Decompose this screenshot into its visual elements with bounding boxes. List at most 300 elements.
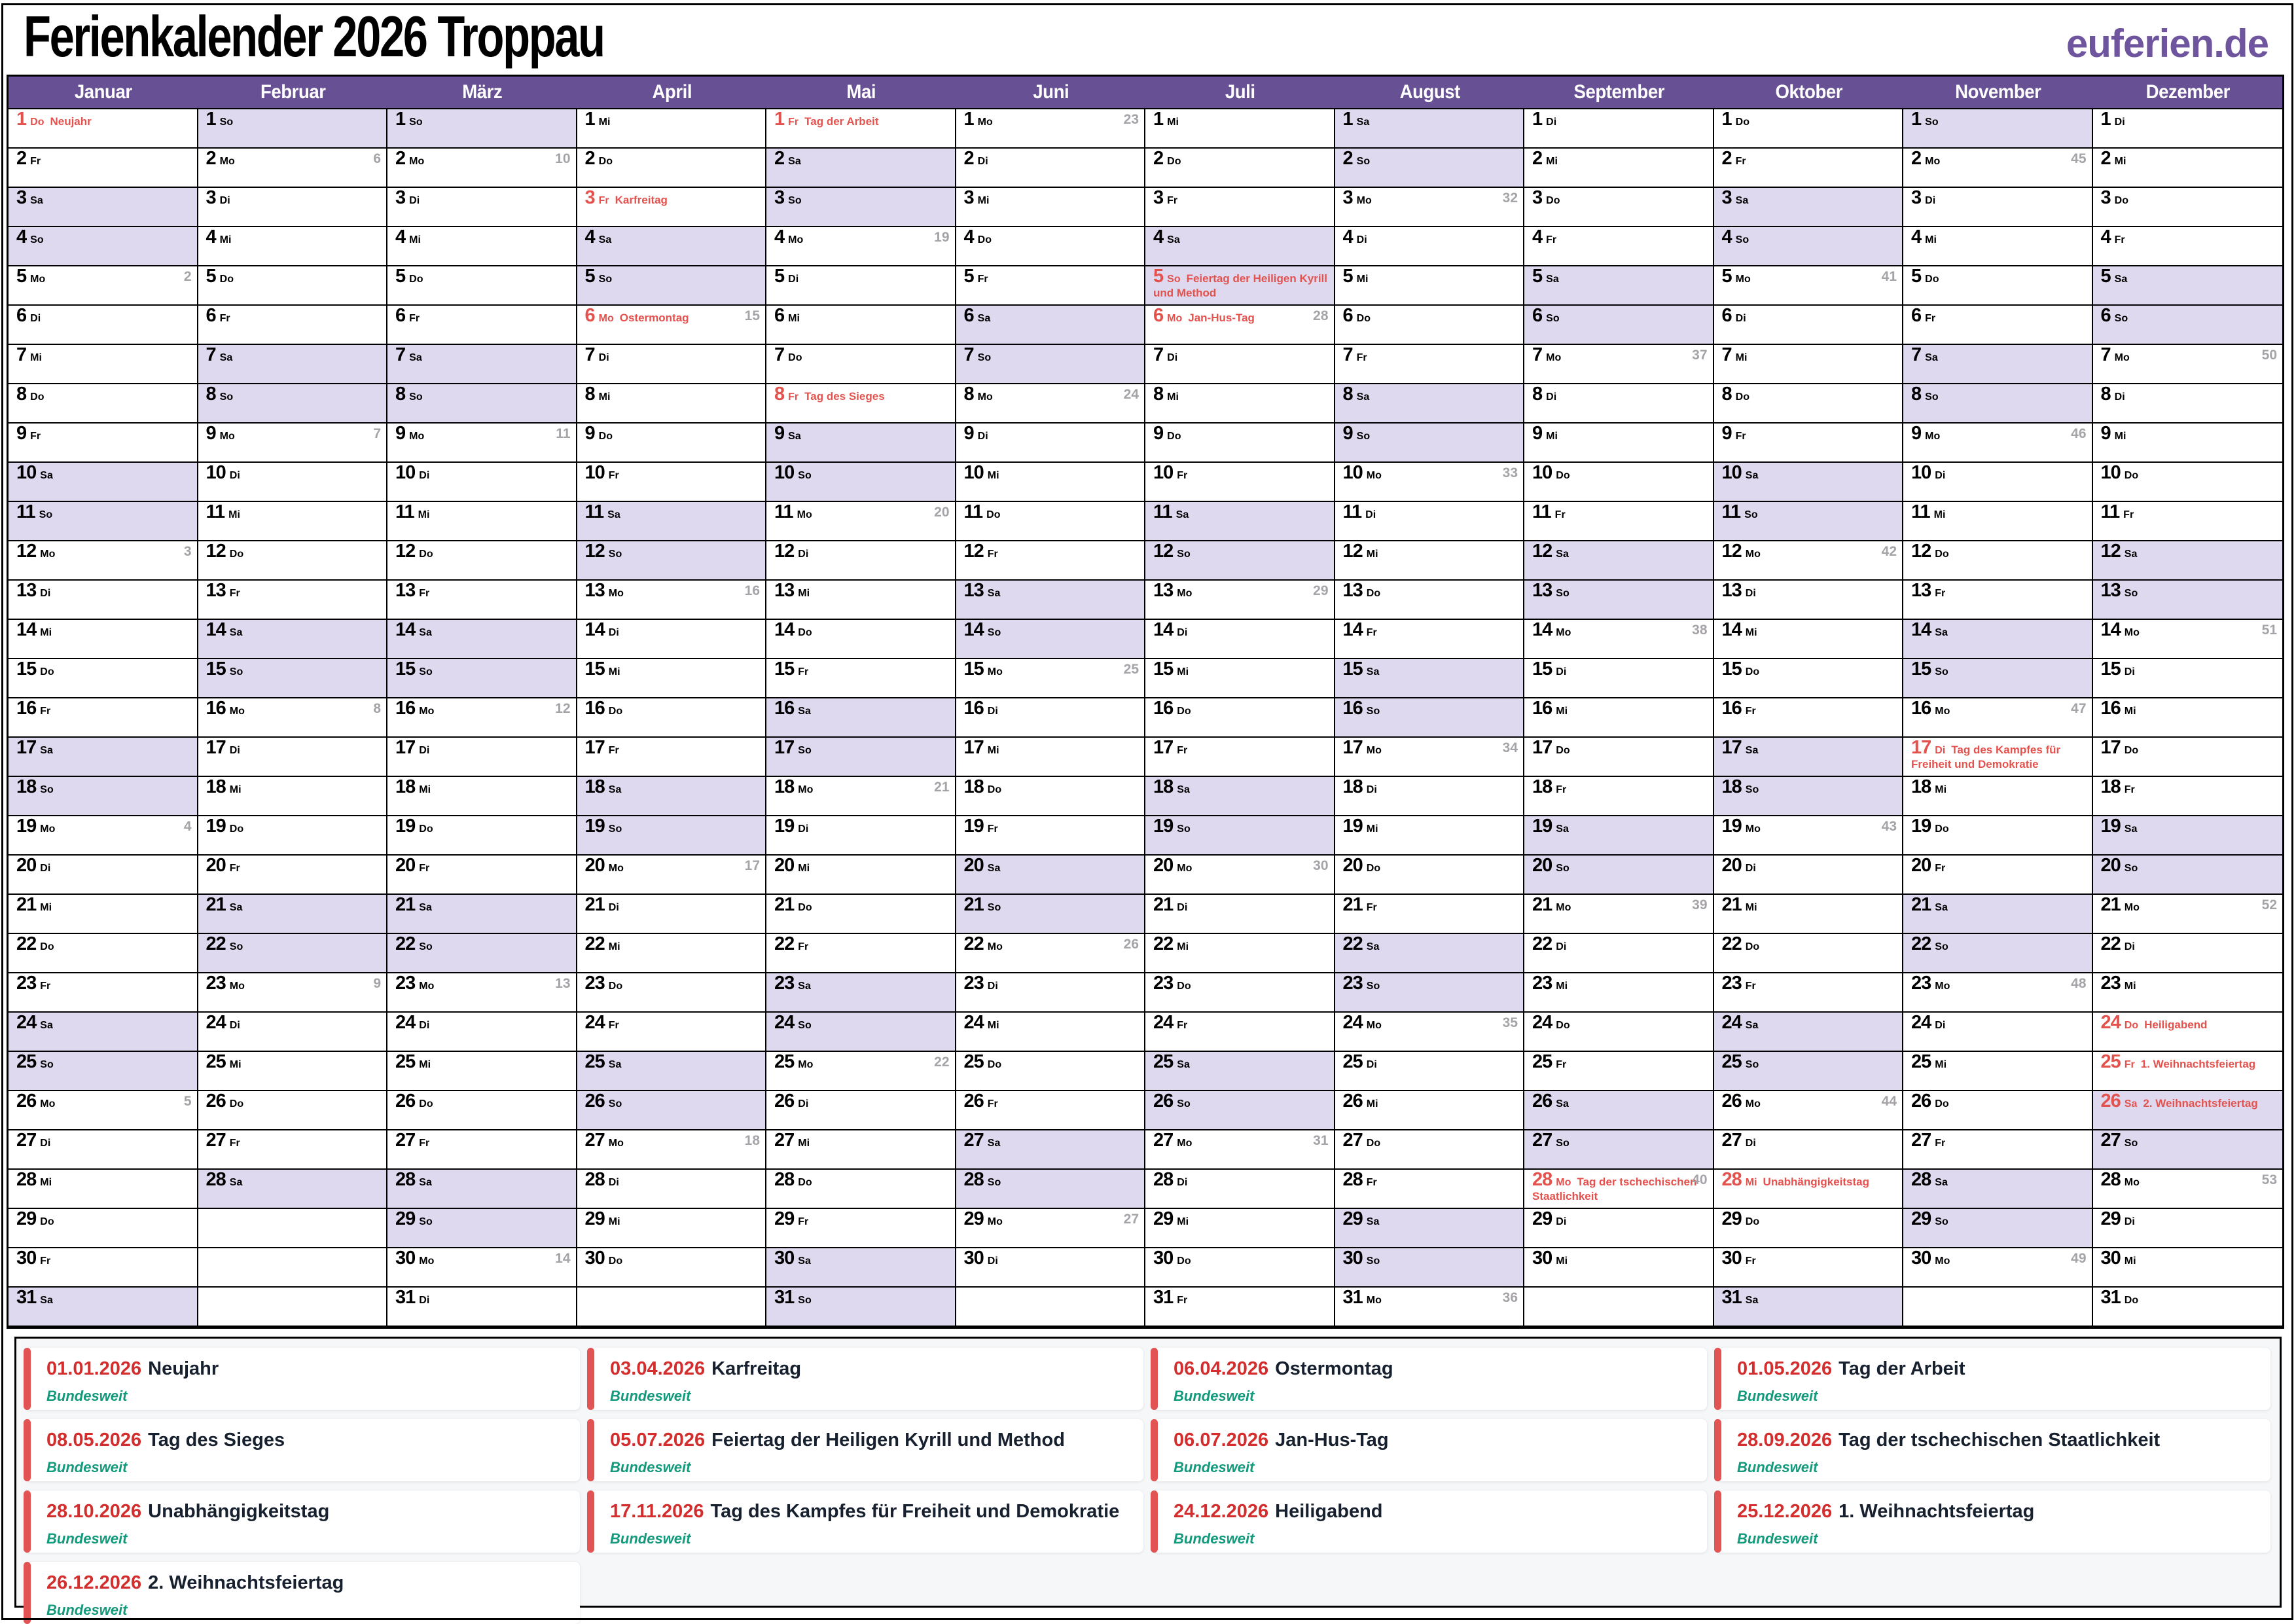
day-number: 10 bbox=[774, 463, 795, 483]
month-header-märz: März bbox=[462, 81, 503, 103]
day-cell bbox=[9, 188, 198, 227]
day-cell bbox=[1524, 1091, 1714, 1130]
day-cell bbox=[387, 227, 577, 266]
day-number: 4 bbox=[1721, 227, 1732, 247]
day-number: 1 bbox=[1153, 109, 1164, 130]
day-cell bbox=[577, 384, 767, 424]
day-number: 19 bbox=[1342, 816, 1363, 837]
weekday-abbr: Mo bbox=[1167, 313, 1183, 324]
day-cell bbox=[956, 188, 1146, 227]
day-cell bbox=[766, 227, 956, 266]
day-number: 5 bbox=[774, 266, 785, 287]
weekday-abbr: Di bbox=[987, 981, 998, 992]
weekday-abbr: So bbox=[1366, 706, 1380, 717]
weekday-abbr: Mi bbox=[1366, 823, 1378, 835]
day-number: 7 bbox=[395, 345, 406, 365]
weekday-abbr: So bbox=[1356, 431, 1371, 442]
week-number: 38 bbox=[1692, 623, 1708, 638]
weekday-abbr: Di bbox=[1167, 352, 1178, 363]
legend-date: 05.07.2026 bbox=[610, 1430, 706, 1451]
weekday-abbr: So bbox=[2124, 1138, 2138, 1149]
legend-holiday-name: Feiertag der Heiligen Kyrill und Method bbox=[711, 1430, 1065, 1451]
weekday-abbr: Mo bbox=[40, 1098, 56, 1110]
day-cell bbox=[2093, 1091, 2283, 1130]
week-number: 33 bbox=[1502, 465, 1518, 480]
euferien-logo[interactable]: euferien.de bbox=[2066, 22, 2269, 65]
legend-date: 01.01.2026 bbox=[46, 1358, 142, 1379]
day-cell bbox=[198, 188, 388, 227]
weekday-abbr: Do bbox=[608, 1255, 623, 1267]
day-number: 18 bbox=[206, 777, 226, 797]
weekday-abbr: So bbox=[977, 352, 992, 363]
day-number: 25 bbox=[1153, 1052, 1174, 1072]
day-number: 7 bbox=[16, 345, 27, 365]
week-number: 25 bbox=[1123, 662, 1139, 677]
day-cell bbox=[2093, 306, 2283, 345]
day-number: 11 bbox=[1911, 502, 1930, 522]
day-cell bbox=[956, 698, 1146, 738]
weekday-abbr: So bbox=[219, 391, 234, 403]
day-number: 16 bbox=[1532, 698, 1552, 719]
weekday-abbr: Do bbox=[1556, 1020, 1570, 1031]
day-number: 28 bbox=[963, 1170, 984, 1190]
day-cell bbox=[956, 620, 1146, 659]
day-number: 23 bbox=[2100, 973, 2121, 994]
weekday-abbr: Mo bbox=[798, 1059, 814, 1070]
day-cell bbox=[9, 620, 198, 659]
weekday-abbr: So bbox=[1167, 274, 1181, 285]
legend-item-line bbox=[46, 1358, 567, 1380]
day-number: 30 bbox=[2100, 1248, 2121, 1269]
weekday-abbr: Do bbox=[2124, 745, 2139, 756]
day-cell bbox=[2093, 777, 2283, 816]
empty-cell bbox=[198, 1209, 388, 1248]
day-cell bbox=[1714, 1013, 1904, 1052]
day-cell bbox=[1714, 816, 1904, 856]
day-cell bbox=[9, 149, 198, 188]
day-number: 18 bbox=[584, 777, 605, 797]
week-number: 22 bbox=[934, 1055, 950, 1070]
weekday-abbr: So bbox=[30, 234, 44, 245]
day-number: 21 bbox=[1532, 895, 1552, 915]
weekday-abbr: Di bbox=[798, 823, 809, 835]
day-number: 6 bbox=[1532, 306, 1543, 326]
legend-red-bar bbox=[587, 1490, 594, 1553]
day-cell bbox=[1335, 1130, 1525, 1170]
legend-red-bar bbox=[24, 1562, 31, 1624]
weekday-abbr: So bbox=[608, 823, 622, 835]
day-cell bbox=[1714, 463, 1904, 502]
day-number: 27 bbox=[963, 1130, 984, 1151]
day-cell bbox=[1335, 620, 1525, 659]
weekday-abbr: Mo bbox=[1935, 981, 1950, 992]
weekday-abbr: Fr bbox=[409, 313, 420, 324]
day-cell bbox=[1145, 581, 1335, 620]
day-number: 13 bbox=[16, 581, 37, 601]
weekday-abbr: Fr bbox=[219, 313, 230, 324]
weekday-abbr: So bbox=[1745, 784, 1759, 795]
legend-holiday-name: Unabhängigkeitstag bbox=[148, 1501, 330, 1522]
weekday-abbr: So bbox=[987, 627, 1001, 638]
day-number: 12 bbox=[1342, 541, 1363, 562]
weekday-abbr: Mi bbox=[1167, 391, 1179, 403]
weekday-abbr: Mo bbox=[2114, 352, 2130, 363]
day-cell bbox=[1714, 895, 1904, 934]
weekday-abbr: So bbox=[1744, 509, 1758, 520]
day-cell bbox=[198, 934, 388, 973]
weekday-abbr: Mi bbox=[608, 941, 620, 952]
weekday-abbr: So bbox=[419, 1216, 433, 1227]
day-number: 18 bbox=[1721, 777, 1742, 797]
weekday-abbr: Mo bbox=[798, 784, 814, 795]
day-cell bbox=[1524, 973, 1714, 1013]
day-number: 29 bbox=[395, 1209, 416, 1229]
weekday-abbr: Mo bbox=[1935, 706, 1950, 717]
weekday-abbr: Di bbox=[1366, 1059, 1377, 1070]
day-number: 5 bbox=[1342, 266, 1353, 287]
weekday-abbr: Di bbox=[788, 274, 799, 285]
weekday-abbr: Sa bbox=[987, 863, 1001, 874]
weekday-abbr: So bbox=[798, 1020, 812, 1031]
day-cell bbox=[956, 384, 1146, 424]
day-cell bbox=[1524, 502, 1714, 541]
weekday-abbr: Sa bbox=[1356, 391, 1370, 403]
week-number: 17 bbox=[744, 858, 760, 873]
day-number: 17 bbox=[1342, 738, 1363, 758]
weekday-abbr: Mo bbox=[1925, 431, 1941, 442]
day-number: 26 bbox=[963, 1091, 984, 1111]
day-number: 26 bbox=[1532, 1091, 1552, 1111]
legend-item bbox=[1716, 1419, 2270, 1481]
day-number: 4 bbox=[2100, 227, 2111, 247]
day-cell bbox=[766, 777, 956, 816]
day-number: 25 bbox=[16, 1052, 37, 1072]
week-number: 45 bbox=[2071, 151, 2087, 166]
legend-date: 28.10.2026 bbox=[46, 1501, 142, 1522]
day-number: 9 bbox=[1153, 424, 1164, 444]
weekday-abbr: Fr bbox=[419, 863, 430, 874]
day-number: 4 bbox=[774, 227, 785, 247]
day-cell bbox=[2093, 659, 2283, 698]
day-cell bbox=[766, 502, 956, 541]
day-cell bbox=[766, 620, 956, 659]
month-header-juli: Juli bbox=[1225, 81, 1255, 103]
weekday-abbr: Mo bbox=[1546, 352, 1562, 363]
legend-item-line bbox=[1737, 1430, 2257, 1451]
week-number: 29 bbox=[1313, 583, 1329, 598]
holiday-label: Tag der Arbeit bbox=[804, 115, 879, 128]
day-cell bbox=[1903, 463, 2093, 502]
weekday-abbr: Do bbox=[987, 1059, 1002, 1070]
day-number: 10 bbox=[395, 463, 416, 483]
weekday-abbr: Mi bbox=[1366, 549, 1378, 560]
weekday-abbr: So bbox=[1935, 941, 1948, 952]
day-cell bbox=[1145, 541, 1335, 581]
day-cell bbox=[766, 1130, 956, 1170]
day-cell bbox=[1714, 266, 1904, 306]
weekday-abbr: Mo bbox=[598, 313, 614, 324]
weekday-abbr: Do bbox=[229, 823, 244, 835]
day-cell bbox=[766, 738, 956, 777]
day-number: 4 bbox=[16, 227, 27, 247]
legend-red-bar bbox=[24, 1348, 31, 1410]
day-number: 11 bbox=[774, 502, 793, 522]
day-cell bbox=[1145, 1170, 1335, 1209]
weekday-abbr: Sa bbox=[1735, 195, 1749, 206]
day-number: 30 bbox=[1911, 1248, 1931, 1269]
weekday-abbr: Sa bbox=[419, 627, 432, 638]
legend-holiday-name: Tag der tschechischen Staatlichkeit bbox=[1839, 1430, 2161, 1451]
day-number: 7 bbox=[1342, 345, 1353, 365]
day-number: 3 bbox=[16, 188, 27, 208]
legend-item-line bbox=[1174, 1501, 1694, 1523]
weekday-abbr: Di bbox=[2124, 1216, 2135, 1227]
day-cell bbox=[1714, 109, 1904, 149]
weekday-abbr: Sa bbox=[1745, 745, 1759, 756]
day-cell bbox=[9, 698, 198, 738]
weekday-abbr: Mi bbox=[2114, 156, 2126, 167]
weekday-abbr: Do bbox=[2124, 1020, 2139, 1031]
weekday-abbr: Do bbox=[986, 509, 1001, 520]
day-cell bbox=[956, 227, 1146, 266]
weekday-abbr: Di bbox=[1556, 666, 1567, 677]
weekday-abbr: So bbox=[2124, 588, 2138, 599]
month-header-august: August bbox=[1399, 81, 1460, 103]
week-number: 37 bbox=[1692, 348, 1708, 363]
day-cell bbox=[198, 738, 388, 777]
weekday-abbr: Sa bbox=[608, 1059, 622, 1070]
day-number: 3 bbox=[1721, 188, 1732, 208]
day-number: 11 bbox=[1721, 502, 1741, 522]
weekday-abbr: Fr bbox=[1356, 352, 1367, 363]
day-cell bbox=[766, 345, 956, 384]
legend-item bbox=[26, 1562, 580, 1624]
month-header-mai: Mai bbox=[846, 81, 876, 103]
weekday-abbr: Sa bbox=[1935, 1177, 1948, 1188]
weekday-abbr: Di bbox=[409, 195, 420, 206]
day-cell bbox=[956, 1013, 1146, 1052]
weekday-abbr: Mo bbox=[1735, 274, 1751, 285]
day-number: 29 bbox=[963, 1209, 984, 1229]
day-cell bbox=[1903, 227, 2093, 266]
day-number: 12 bbox=[206, 541, 226, 562]
weekday-abbr: So bbox=[229, 666, 243, 677]
day-cell bbox=[956, 463, 1146, 502]
weekday-abbr: Sa bbox=[1177, 1059, 1190, 1070]
day-cell bbox=[766, 1052, 956, 1091]
day-number: 2 bbox=[16, 149, 27, 169]
day-number: 10 bbox=[1153, 463, 1174, 483]
day-cell bbox=[198, 345, 388, 384]
weekday-abbr: Do bbox=[40, 1216, 54, 1227]
day-number: 28 bbox=[1153, 1170, 1174, 1190]
weekday-abbr: So bbox=[1925, 391, 1939, 403]
weekday-abbr: Mi bbox=[2124, 1255, 2136, 1267]
day-cell bbox=[9, 541, 198, 581]
day-number: 24 bbox=[963, 1013, 984, 1033]
day-cell bbox=[1903, 777, 2093, 816]
weekday-abbr: Mo bbox=[1745, 1098, 1761, 1110]
day-number: 5 bbox=[206, 266, 216, 287]
weekday-abbr: Fr bbox=[1935, 1138, 1946, 1149]
day-cell bbox=[1714, 581, 1904, 620]
day-number: 29 bbox=[774, 1209, 795, 1229]
weekday-abbr: Mi bbox=[419, 784, 431, 795]
day-cell bbox=[387, 816, 577, 856]
day-cell bbox=[1145, 424, 1335, 463]
day-cell bbox=[1524, 698, 1714, 738]
day-cell bbox=[766, 1288, 956, 1327]
weekday-abbr: Mo bbox=[40, 549, 56, 560]
day-cell bbox=[2093, 895, 2283, 934]
day-number: 7 bbox=[2100, 345, 2111, 365]
weekday-abbr: Mo bbox=[1177, 1138, 1193, 1149]
weekday-abbr: Mi bbox=[30, 352, 42, 363]
day-number: 2 bbox=[206, 149, 216, 169]
day-cell bbox=[956, 541, 1146, 581]
weekday-abbr: Mi bbox=[1167, 117, 1179, 128]
day-cell bbox=[577, 188, 767, 227]
day-cell bbox=[9, 463, 198, 502]
day-number: 29 bbox=[1153, 1209, 1174, 1229]
weekday-abbr: Di bbox=[608, 902, 619, 913]
weekday-abbr: So bbox=[419, 666, 433, 677]
day-cell bbox=[9, 1091, 198, 1130]
weekday-abbr: Mi bbox=[608, 666, 620, 677]
weekday-abbr: So bbox=[987, 1177, 1001, 1188]
legend-date: 17.11.2026 bbox=[610, 1501, 704, 1522]
weekday-abbr: Do bbox=[798, 1177, 812, 1188]
day-cell bbox=[956, 1052, 1146, 1091]
week-number: 23 bbox=[1123, 112, 1139, 127]
day-number: 20 bbox=[1911, 856, 1931, 876]
day-number: 4 bbox=[963, 227, 974, 247]
day-cell bbox=[766, 463, 956, 502]
weekday-abbr: Do bbox=[1167, 431, 1181, 442]
day-cell bbox=[2093, 109, 2283, 149]
day-number: 8 bbox=[774, 384, 785, 405]
day-cell bbox=[1335, 502, 1525, 541]
day-number: 22 bbox=[1911, 934, 1931, 954]
day-number: 27 bbox=[584, 1130, 605, 1151]
day-cell bbox=[1524, 384, 1714, 424]
day-number: 15 bbox=[2100, 659, 2121, 679]
day-cell bbox=[1145, 266, 1335, 306]
weekday-abbr: Mi bbox=[1745, 902, 1757, 913]
day-cell bbox=[1714, 1170, 1904, 1209]
weekday-abbr: So bbox=[608, 549, 622, 560]
day-cell bbox=[2093, 1052, 2283, 1091]
day-cell bbox=[198, 895, 388, 934]
weekday-abbr: So bbox=[419, 941, 433, 952]
day-cell bbox=[1903, 1091, 2093, 1130]
day-number: 3 bbox=[963, 188, 974, 208]
day-cell bbox=[2093, 1248, 2283, 1288]
weekday-abbr: Di bbox=[1935, 1020, 1946, 1031]
day-cell bbox=[9, 856, 198, 895]
legend-item bbox=[26, 1348, 580, 1410]
day-number: 14 bbox=[395, 620, 416, 640]
day-number: 4 bbox=[206, 227, 216, 247]
day-number: 6 bbox=[395, 306, 406, 326]
day-cell bbox=[956, 777, 1146, 816]
weekday-abbr: Mi bbox=[1745, 1177, 1757, 1188]
weekday-abbr: Mi bbox=[1556, 981, 1568, 992]
day-number: 26 bbox=[584, 1091, 605, 1111]
day-number: 8 bbox=[584, 384, 595, 405]
weekday-abbr: Di bbox=[1735, 313, 1746, 324]
weekday-abbr: Mi bbox=[1935, 784, 1947, 795]
weekday-abbr: Mo bbox=[608, 863, 624, 874]
weekday-abbr: Di bbox=[419, 1295, 430, 1306]
day-cell bbox=[1335, 1288, 1525, 1327]
day-number: 19 bbox=[16, 816, 37, 837]
weekday-abbr: So bbox=[229, 941, 243, 952]
day-cell bbox=[387, 1052, 577, 1091]
day-number: 4 bbox=[584, 227, 595, 247]
weekday-abbr: So bbox=[798, 470, 812, 481]
legend-item bbox=[1153, 1419, 1707, 1481]
day-number: 5 bbox=[16, 266, 27, 287]
week-number: 21 bbox=[934, 780, 950, 795]
weekday-abbr: Sa bbox=[987, 588, 1001, 599]
weekday-abbr: So bbox=[1177, 823, 1191, 835]
month-header-oktober: Oktober bbox=[1774, 81, 1842, 103]
day-number: 16 bbox=[963, 698, 984, 719]
weekday-abbr: Fr bbox=[1177, 745, 1188, 756]
day-number: 24 bbox=[206, 1013, 226, 1033]
week-number: 34 bbox=[1502, 740, 1518, 755]
day-cell bbox=[577, 934, 767, 973]
day-cell bbox=[198, 541, 388, 581]
legend-item bbox=[589, 1419, 1143, 1481]
weekday-abbr: Do bbox=[1735, 117, 1749, 128]
weekday-abbr: Sa bbox=[229, 902, 243, 913]
empty-cell bbox=[577, 1288, 767, 1327]
legend-holiday-name: Karfreitag bbox=[711, 1358, 802, 1379]
day-cell bbox=[1903, 541, 2093, 581]
day-cell bbox=[1524, 227, 1714, 266]
holiday-label: 2. Weihnachtsfeiertag bbox=[2143, 1097, 2258, 1110]
day-cell bbox=[766, 541, 956, 581]
weekday-abbr: Fr bbox=[788, 117, 799, 128]
day-number: 27 bbox=[1721, 1130, 1742, 1151]
weekday-abbr: Di bbox=[419, 470, 430, 481]
day-cell bbox=[1524, 816, 1714, 856]
day-cell bbox=[577, 463, 767, 502]
day-number: 21 bbox=[1911, 895, 1931, 915]
weekday-abbr: Mo bbox=[1366, 745, 1382, 756]
day-cell bbox=[387, 149, 577, 188]
day-number: 3 bbox=[395, 188, 406, 208]
day-cell bbox=[1524, 1052, 1714, 1091]
day-number: 17 bbox=[2100, 738, 2121, 758]
weekday-abbr: So bbox=[788, 195, 802, 206]
weekday-abbr: Fr bbox=[608, 470, 619, 481]
day-number: 1 bbox=[1721, 109, 1732, 130]
month-header-row bbox=[9, 77, 2282, 109]
day-cell bbox=[1335, 188, 1525, 227]
weekday-abbr: Mo bbox=[987, 1216, 1003, 1227]
day-number: 28 bbox=[2100, 1170, 2121, 1190]
day-cell bbox=[2093, 188, 2283, 227]
day-cell bbox=[1524, 1013, 1714, 1052]
day-cell bbox=[956, 816, 1146, 856]
weekday-abbr: Mi bbox=[1935, 1059, 1947, 1070]
legend-item-line bbox=[1737, 1358, 2257, 1380]
weekday-abbr: So bbox=[39, 509, 53, 520]
day-number: 1 bbox=[1532, 109, 1543, 130]
